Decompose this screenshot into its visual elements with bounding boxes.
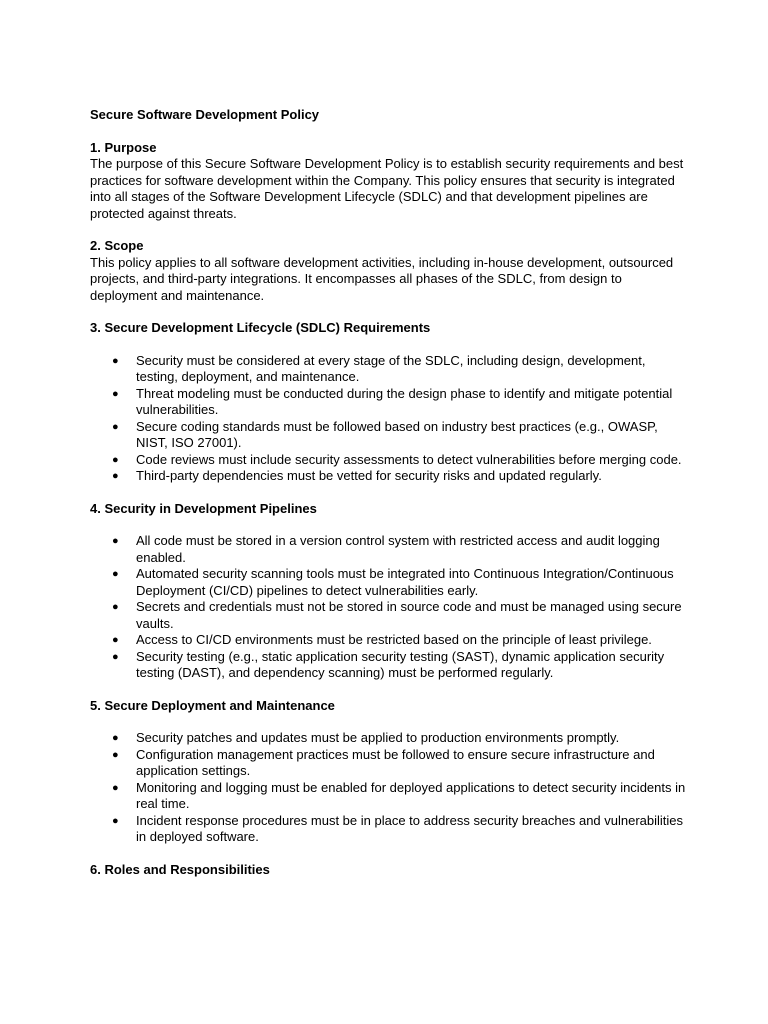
section-purpose xyxy=(90,140,690,223)
list-item-text: Secrets and credentials must not be stored in source code and must be managed using secure vaults. xyxy=(136,599,682,631)
list-item-text: Access to CI/CD environments must be restricted based on the principle of least privilege. xyxy=(136,632,652,647)
list-item xyxy=(90,632,690,649)
section-scope xyxy=(90,238,690,304)
list-item-text: Security patches and updates must be applied to production environments promptly. xyxy=(136,730,620,745)
bullet-icon: ● xyxy=(112,453,119,466)
list-item-text: Security testing (e.g., static application security testing (SAST), dynamic application security testing (DAST), and dependency scanning) must be performed regularly. xyxy=(136,648,665,680)
bullet-icon: ● xyxy=(112,732,119,744)
section-body: This policy applies to all software development activities, including in-house development, outsourced projects, and third-party integrations. It encompasses all phases of the SDLC, from design to deployment and maintenance. xyxy=(90,254,674,303)
list-item xyxy=(90,468,690,485)
bullet-icon: ● xyxy=(112,634,119,646)
list-item xyxy=(90,730,690,747)
section-heading: 1. Purpose xyxy=(90,139,157,155)
section-heading: 4. Security in Development Pipelines xyxy=(90,500,317,516)
bullet-icon: ● xyxy=(112,535,119,547)
list-item xyxy=(90,353,690,386)
section-heading: 3. Secure Development Lifecycle (SDLC) Requirements xyxy=(90,320,431,335)
bullet-icon: ● xyxy=(112,601,119,613)
section-deployment-maintenance xyxy=(90,698,690,846)
section-sdlc-requirements xyxy=(90,320,690,485)
list-item xyxy=(90,566,690,599)
list-item xyxy=(90,452,690,469)
section-body: The purpose of this Secure Software Development Policy is to establish security requirements and best practices for software development within the Company. This policy ensures that security is integrated into all stages of the Software Development Lifecycle (SDLC) and that development pipelines are protected against threats. xyxy=(90,156,684,221)
list-item-text: All code must be stored in a version control system with restricted access and audit logging enabled. xyxy=(136,533,660,565)
section-roles-responsibilities xyxy=(90,862,690,879)
list-item-text: Incident response procedures must be in place to address security breaches and vulnerabilities in deployed software. xyxy=(136,812,684,844)
list-item-text: Security must be considered at every stage of the SDLC, including design, development, testing, deployment, and maintenance. xyxy=(136,352,646,384)
section-heading: 5. Secure Deployment and Maintenance xyxy=(90,697,335,713)
section-development-pipelines xyxy=(90,501,690,682)
list-item-text: Third-party dependencies must be vetted for security risks and updated regularly. xyxy=(136,468,602,483)
section-heading: 2. Scope xyxy=(90,238,144,253)
list-item xyxy=(90,419,690,452)
list-item-text: Monitoring and logging must be enabled for deployed applications to detect security incidents in real time. xyxy=(136,779,686,811)
bullet-list xyxy=(90,353,690,485)
bullet-icon: ● xyxy=(112,568,119,580)
list-item xyxy=(90,649,690,682)
list-item-text: Code reviews must include security assessments to detect vulnerabilities before merging code. xyxy=(136,451,682,467)
list-item xyxy=(90,747,690,780)
bullet-icon: ● xyxy=(112,748,119,761)
list-item-text: Configuration management practices must be followed to ensure secure infrastructure and application settings. xyxy=(136,746,655,778)
bullet-icon: ● xyxy=(112,650,119,663)
bullet-icon: ● xyxy=(112,781,119,794)
list-item xyxy=(90,533,690,566)
document-title: Secure Software Development Policy xyxy=(90,107,320,122)
bullet-icon: ● xyxy=(112,387,119,400)
list-item xyxy=(90,780,690,813)
bullet-icon: ● xyxy=(112,420,119,433)
document-page xyxy=(90,107,690,894)
list-item-text: Secure coding standards must be followed based on industry best practices (e.g., OWASP, NIST, ISO 27001). xyxy=(136,418,658,450)
bullet-list xyxy=(90,730,690,846)
list-item-text: Threat modeling must be conducted during the design phase to identify and mitigate potential vulnerabilities. xyxy=(136,385,673,417)
list-item xyxy=(90,386,690,419)
bullet-icon: ● xyxy=(112,470,119,482)
bullet-icon: ● xyxy=(112,814,119,827)
bullet-list xyxy=(90,533,690,682)
list-item-text: Automated security scanning tools must be integrated into Continuous Integration/Continuous Deployment (CI/CD) pipelines to detect vulnerabilities early. xyxy=(136,566,674,598)
list-item xyxy=(90,599,690,632)
section-heading: 6. Roles and Responsibilities xyxy=(90,861,270,877)
list-item xyxy=(90,813,690,846)
bullet-icon: ● xyxy=(112,354,119,367)
